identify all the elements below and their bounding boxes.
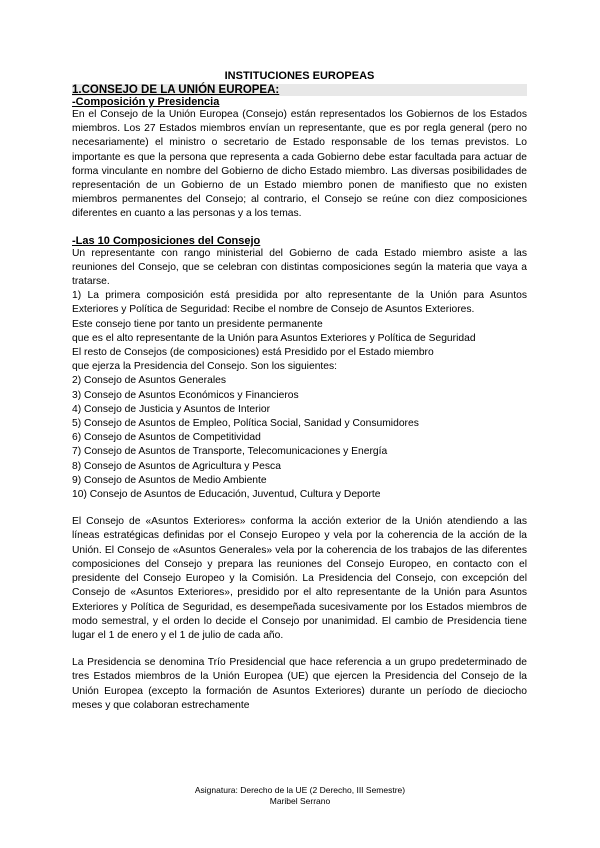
line-presidencia: que ejerza la Presidencia del Consejo. Son los siguientes:	[72, 361, 338, 373]
footer-author: Maribel Serrano	[269, 796, 331, 806]
list-item: 5) Consejo de Asuntos de Empleo, Política Social, Sanidad y Consumidores	[72, 418, 419, 430]
subheading-composiciones: -Las 10 Composiciones del Consejo	[72, 234, 261, 247]
list-item: 8) Consejo de Asuntos de Agricultura y Pesca	[72, 460, 281, 472]
paragraph-asuntos-exteriores: El Consejo de «Asuntos Exteriores» conforma la acción exterior de la Unión atendiendo a las líneas estratégicas definidas por el Consejo Europeo y vela por la coherencia de la acción de la Unión. El Consejo de «Asuntos Generales» vela por la coherencia de los trabajos de las diferentes composiciones del Consejo y prepara las reuniones del Consejo Europeo, en contacto con el presidente del Consejo Europeo y la Comisión. La Presidencia del Consejo, con excepción del Consejo de «Asuntos Exteriores», presidido por el alto representante de la Unión para Asuntos Exteriores y Política de Seguridad, es desempeñada sucesivamente por los Estados miembros de modo semestral, y el orden lo decide el Consejo por unanimidad. El cambio de Presidencia tiene lugar el 1 de enero y el 1 de julio de cada año.	[72, 516, 527, 641]
list-item: 10) Consejo de Asuntos de Educación, Juventud, Cultura y Deporte	[72, 489, 381, 501]
paragraph-representante: Un representante con rango ministerial del Gobierno de cada Estado miembro asiste a las reuniones del Consejo, que se celebran con distintas composiciones según la materia que vaya a tratarse.	[72, 247, 527, 288]
list-item: 9) Consejo de Asuntos de Medio Ambiente	[72, 474, 267, 486]
line-resto-consejos: El resto de Consejos (de composiciones) está Presidido por el Estado miembro	[72, 347, 434, 359]
list-item: 3) Consejo de Asuntos Económicos y Financieros	[72, 389, 299, 401]
section-heading: 1.CONSEJO DE LA UNIÓN EUROPEA:	[72, 84, 527, 96]
line-alto-representante: que es el alto representante de la Unión para Asuntos Exteriores y Política de Seguridad	[72, 332, 476, 344]
list-item: 6) Consejo de Asuntos de Competitividad	[72, 432, 261, 444]
paragraph-trio-presidencial: La Presidencia se denomina Trío Presidencial que hace referencia a un grupo predeterminado de tres Estados miembros de la Unión Europea (UE) que ejercen la Presidencia del Consejo de la Unión Europea (excepto la formación de Asuntos Exteriores) durante un período de dieciocho meses y que colaboran estrechamente	[72, 657, 527, 711]
paragraph-primera-composicion: 1) La primera composición está presidida por alto representante de la Unión para Asuntos Exteriores y Política de Seguridad: Recibe el nombre de Consejo de Asuntos Exteriores.	[72, 290, 527, 316]
subheading-composicion: -Composición y Presidencia	[72, 96, 220, 108]
document-title: INSTITUCIONES EUROPEAS	[224, 70, 375, 82]
footer-course: Asignatura: Derecho de la UE (2 Derecho, III Semestre)	[194, 785, 406, 795]
list-item: 4) Consejo de Justicia y Asuntos de Interior	[72, 403, 271, 415]
list-item: 2) Consejo de Asuntos Generales	[72, 375, 226, 387]
document-body	[72, 70, 527, 713]
list-item: 7) Consejo de Asuntos de Transporte, Telecomunicaciones y Energía	[72, 446, 388, 458]
composition-list	[72, 374, 527, 502]
page-footer	[0, 785, 600, 807]
paragraph-composicion: En el Consejo de la Unión Europea (Consejo) están representados los Gobiernos de los Estados miembros. Los 27 Estados miembros envían un representante, que es por regla general (pero no necesariamente) el ministro o secretario de Estado responsable de los temas previstos. Lo importante es que la persona que representa a cada Gobierno debe estar facultada para actuar de forma vinculante en nombre del Gobierno de dicho Estado miembro. Las diversas posibilidades de representación de un Gobierno de un Estado miembro ponen de manifiesto que no existen miembros permanentes del Consejo; al contrario, el Consejo se reúne con diez composiciones diferentes en cuanto a las personas y a los temas.	[72, 109, 527, 220]
line-presidente-permanente: Este consejo tiene por tanto un presidente permanente	[72, 318, 323, 330]
